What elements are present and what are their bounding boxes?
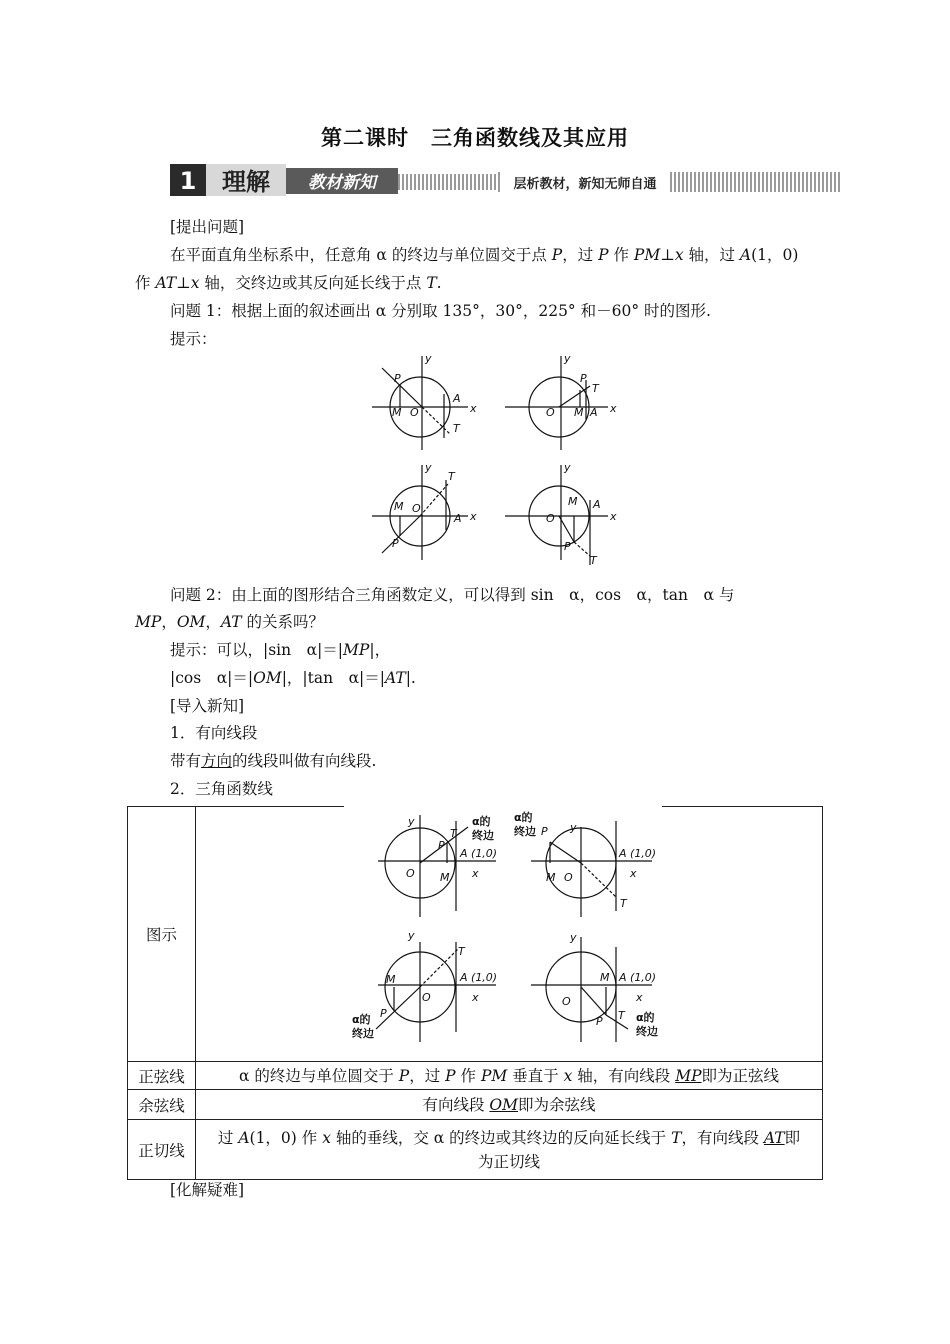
label-alpha-de: α的 — [472, 815, 491, 828]
para1-text: 轴，交终边或其反向延长线于点 — [199, 274, 427, 292]
point-a: A — [238, 1128, 250, 1147]
point-a: A — [739, 246, 752, 264]
label-t: T — [458, 945, 465, 958]
segment-at-underlined: AT — [763, 1128, 785, 1147]
point-p: P — [551, 246, 563, 264]
figure-fourth-quadrant — [531, 937, 652, 1042]
figure-cell — [196, 807, 823, 1062]
label-p: P — [392, 537, 399, 550]
label-o: O — [562, 995, 571, 1008]
label-terminal-side: 终边 — [472, 829, 494, 842]
cell-text: 轴，有向线段 — [572, 1066, 676, 1085]
label-t: T — [620, 897, 627, 910]
row-label-figure: 图示 — [128, 807, 196, 1062]
banner-sub: 教材新知 — [308, 173, 376, 193]
para1-line1 — [170, 245, 798, 265]
label-m: M — [574, 406, 584, 419]
axis-x-label: x — [630, 867, 637, 880]
axis-x-label: x — [472, 867, 479, 880]
answer-2-line1 — [170, 640, 390, 660]
cell-text: ，有向线段 — [681, 1128, 764, 1147]
axis-y-label: y — [425, 352, 432, 365]
label-m: M — [392, 406, 402, 419]
table-row — [128, 1090, 823, 1120]
banner-graphic — [170, 160, 840, 198]
q2-text: 的关系吗？ — [241, 613, 325, 631]
cell-text: 过 — [217, 1128, 239, 1147]
segment-pm: PM — [633, 246, 661, 264]
trig-line-figures — [196, 807, 822, 1061]
para1-text: 作 — [608, 246, 634, 264]
tangent-line1 — [202, 1126, 816, 1150]
axis-x-label: x — [470, 510, 477, 523]
cell-text: (1，0) 作 — [249, 1128, 323, 1147]
hint-figure-30 — [505, 356, 608, 450]
table-row — [128, 1120, 823, 1180]
question-2-line1: 问题 2：由上面的图形结合三角函数定义，可以得到 sin α，cos α，tan α 与 — [170, 586, 735, 604]
label-t: T — [618, 1009, 625, 1022]
label-alpha-de: α的 — [636, 1011, 655, 1024]
axis-y-label: y — [564, 352, 571, 365]
hint-figure-minus60 — [505, 465, 608, 565]
label-m: M — [600, 971, 610, 984]
para1-text: 作 — [135, 274, 156, 292]
label-m: M — [546, 871, 556, 884]
cell-text: 有向线段 — [422, 1095, 490, 1114]
answer-2-line2 — [170, 668, 416, 688]
a2-text: |. — [405, 669, 416, 687]
question-2-line2 — [135, 612, 324, 632]
section-banner — [170, 160, 840, 198]
label-p: P — [564, 540, 571, 553]
label-o: O — [406, 867, 415, 880]
x-var: x — [674, 246, 684, 264]
axis-y-label: y — [425, 461, 432, 474]
label-terminal-side: 终边 — [636, 1025, 658, 1038]
a2-text: |， — [369, 641, 391, 659]
label-terminal-side: 终边 — [352, 1027, 374, 1040]
segment-om-underlined: OM — [489, 1095, 518, 1114]
label-p: P — [438, 839, 445, 852]
trig-lines-table — [127, 806, 823, 1180]
segment-at: AT — [155, 274, 177, 292]
section-intro: [导入新知] — [170, 697, 245, 715]
row-label-sine: 正弦线 — [128, 1062, 196, 1090]
cosine-description — [196, 1090, 823, 1120]
label-a-1-0: A (1,0) — [460, 971, 498, 984]
label-o: O — [564, 871, 573, 884]
label-a: A — [593, 498, 601, 511]
label-t: T — [592, 382, 599, 395]
item1-text: 带有 — [170, 752, 202, 770]
section-resolve: [化解疑难] — [170, 1181, 245, 1199]
point-t: T — [671, 1128, 682, 1147]
label-m: M — [440, 871, 450, 884]
label-o: O — [422, 991, 431, 1004]
banner-number: 1 — [179, 167, 197, 195]
label-alpha-de: α的 — [352, 1013, 371, 1026]
axis-x-label: x — [610, 402, 617, 415]
segment-mp-underlined: MP — [675, 1066, 702, 1085]
segment-pm: PM — [480, 1066, 508, 1085]
axis-x-label: x — [610, 510, 617, 523]
label-alpha-de: α的 — [514, 811, 533, 824]
label-o: O — [546, 406, 555, 419]
coord-a: (1，0) — [751, 246, 799, 264]
para1-text: . — [436, 274, 442, 292]
label-p: P — [394, 372, 401, 385]
segment-mp: MP — [343, 641, 370, 659]
label-a: A — [453, 392, 461, 405]
label-m: M — [394, 500, 404, 513]
axis-y-label: y — [570, 821, 577, 834]
label-t: T — [448, 470, 455, 483]
hint-label: 提示： — [170, 330, 217, 348]
a2-text: 提示：可以，|sin α|＝| — [170, 641, 344, 659]
x-var: x — [322, 1128, 331, 1147]
question-1: 问题 1：根据上面的叙述画出 α 分别取 135°，30°，225° 和－60° 时的图形. — [170, 302, 711, 320]
segment-at: AT — [385, 669, 406, 687]
item1-underlined: 方向 — [201, 752, 233, 770]
cell-text: 即为余弦线 — [518, 1095, 596, 1114]
segment-om: OM — [176, 613, 206, 631]
item-1-heading: 1．有向线段 — [170, 724, 258, 742]
axis-y-label: y — [564, 461, 571, 474]
page-title: 第二课时 三角函数线及其应用 — [321, 125, 629, 150]
cell-text: ，过 — [409, 1066, 446, 1085]
label-p: P — [541, 825, 548, 838]
label-m: M — [568, 495, 578, 508]
tangent-line2: 为正切线 — [477, 1152, 540, 1171]
label-o: O — [412, 502, 421, 515]
point-p: P — [598, 246, 609, 264]
a2-text: |cos α|＝| — [170, 669, 254, 687]
axis-y-label: y — [570, 931, 577, 944]
cell-text: 即为正弦线 — [701, 1066, 780, 1085]
point-p: P — [398, 1066, 410, 1085]
sine-description — [196, 1062, 823, 1090]
label-p: P — [380, 1007, 387, 1020]
q2-text: ， — [161, 613, 177, 631]
label-m: M — [386, 973, 396, 986]
para1-text: ，过 — [562, 246, 599, 264]
axis-y-label: y — [408, 929, 415, 942]
item-1-text — [170, 751, 376, 771]
label-o: O — [410, 406, 419, 419]
axis-x-label: x — [470, 402, 477, 415]
q2-text: ， — [205, 613, 221, 631]
segment-at: AT — [220, 613, 242, 631]
cell-text: 作 — [455, 1066, 481, 1085]
item1-text: 的线段叫做有向线段. — [232, 752, 377, 770]
row-label-cosine: 余弦线 — [128, 1090, 196, 1120]
row-label-tangent: 正切线 — [128, 1120, 196, 1180]
banner-main: 理解 — [222, 168, 270, 196]
label-terminal-side: 终边 — [514, 825, 536, 838]
label-a: A — [590, 406, 598, 419]
perp-symbol: ⊥ — [176, 274, 191, 292]
x-var: x — [563, 1066, 573, 1085]
segment-om: OM — [253, 669, 282, 687]
label-a: A — [454, 512, 462, 525]
label-o: O — [546, 512, 555, 525]
cell-text: α 的终边与单位圆交于 — [238, 1066, 399, 1085]
label-a-1-0: A (1,0) — [460, 847, 498, 860]
point-p: P — [445, 1066, 456, 1085]
cell-text: 轴的垂线，交 α 的终边或其终边的反向延长线于 — [330, 1128, 672, 1147]
axis-x-label: x — [472, 991, 479, 1004]
para1-line2 — [135, 273, 442, 293]
label-a-1-0: A (1,0) — [619, 847, 657, 860]
tangent-description — [196, 1120, 823, 1180]
label-t: T — [453, 422, 460, 435]
item-2-heading: 2．三角函数线 — [170, 780, 273, 798]
label-t: T — [590, 554, 597, 567]
perp-symbol: ⊥ — [660, 246, 675, 264]
label-p: P — [580, 372, 587, 385]
section-raise-question: [提出问题] — [170, 218, 245, 236]
axis-y-label: y — [408, 815, 415, 828]
cell-text: 即 — [784, 1128, 801, 1147]
label-a-1-0: A (1,0) — [619, 971, 657, 984]
hint-figures — [360, 350, 630, 575]
x-var: x — [190, 274, 200, 292]
para1-text: 轴，过 — [683, 246, 740, 264]
table-row — [128, 1062, 823, 1090]
cell-text: 垂直于 — [507, 1066, 564, 1085]
banner-right: 层析教材，新知无师自通 — [513, 177, 657, 192]
a2-text: |，|tan α|＝| — [281, 669, 385, 687]
axis-x-label: x — [636, 991, 643, 1004]
table-row-figure — [128, 807, 823, 1062]
label-p: P — [596, 1015, 603, 1028]
point-t: T — [426, 274, 437, 292]
segment-mp: MP — [135, 613, 162, 631]
para1-text: 在平面直角坐标系中，任意角 α 的终边与单位圆交于点 — [170, 246, 552, 264]
label-t: T — [450, 827, 457, 840]
